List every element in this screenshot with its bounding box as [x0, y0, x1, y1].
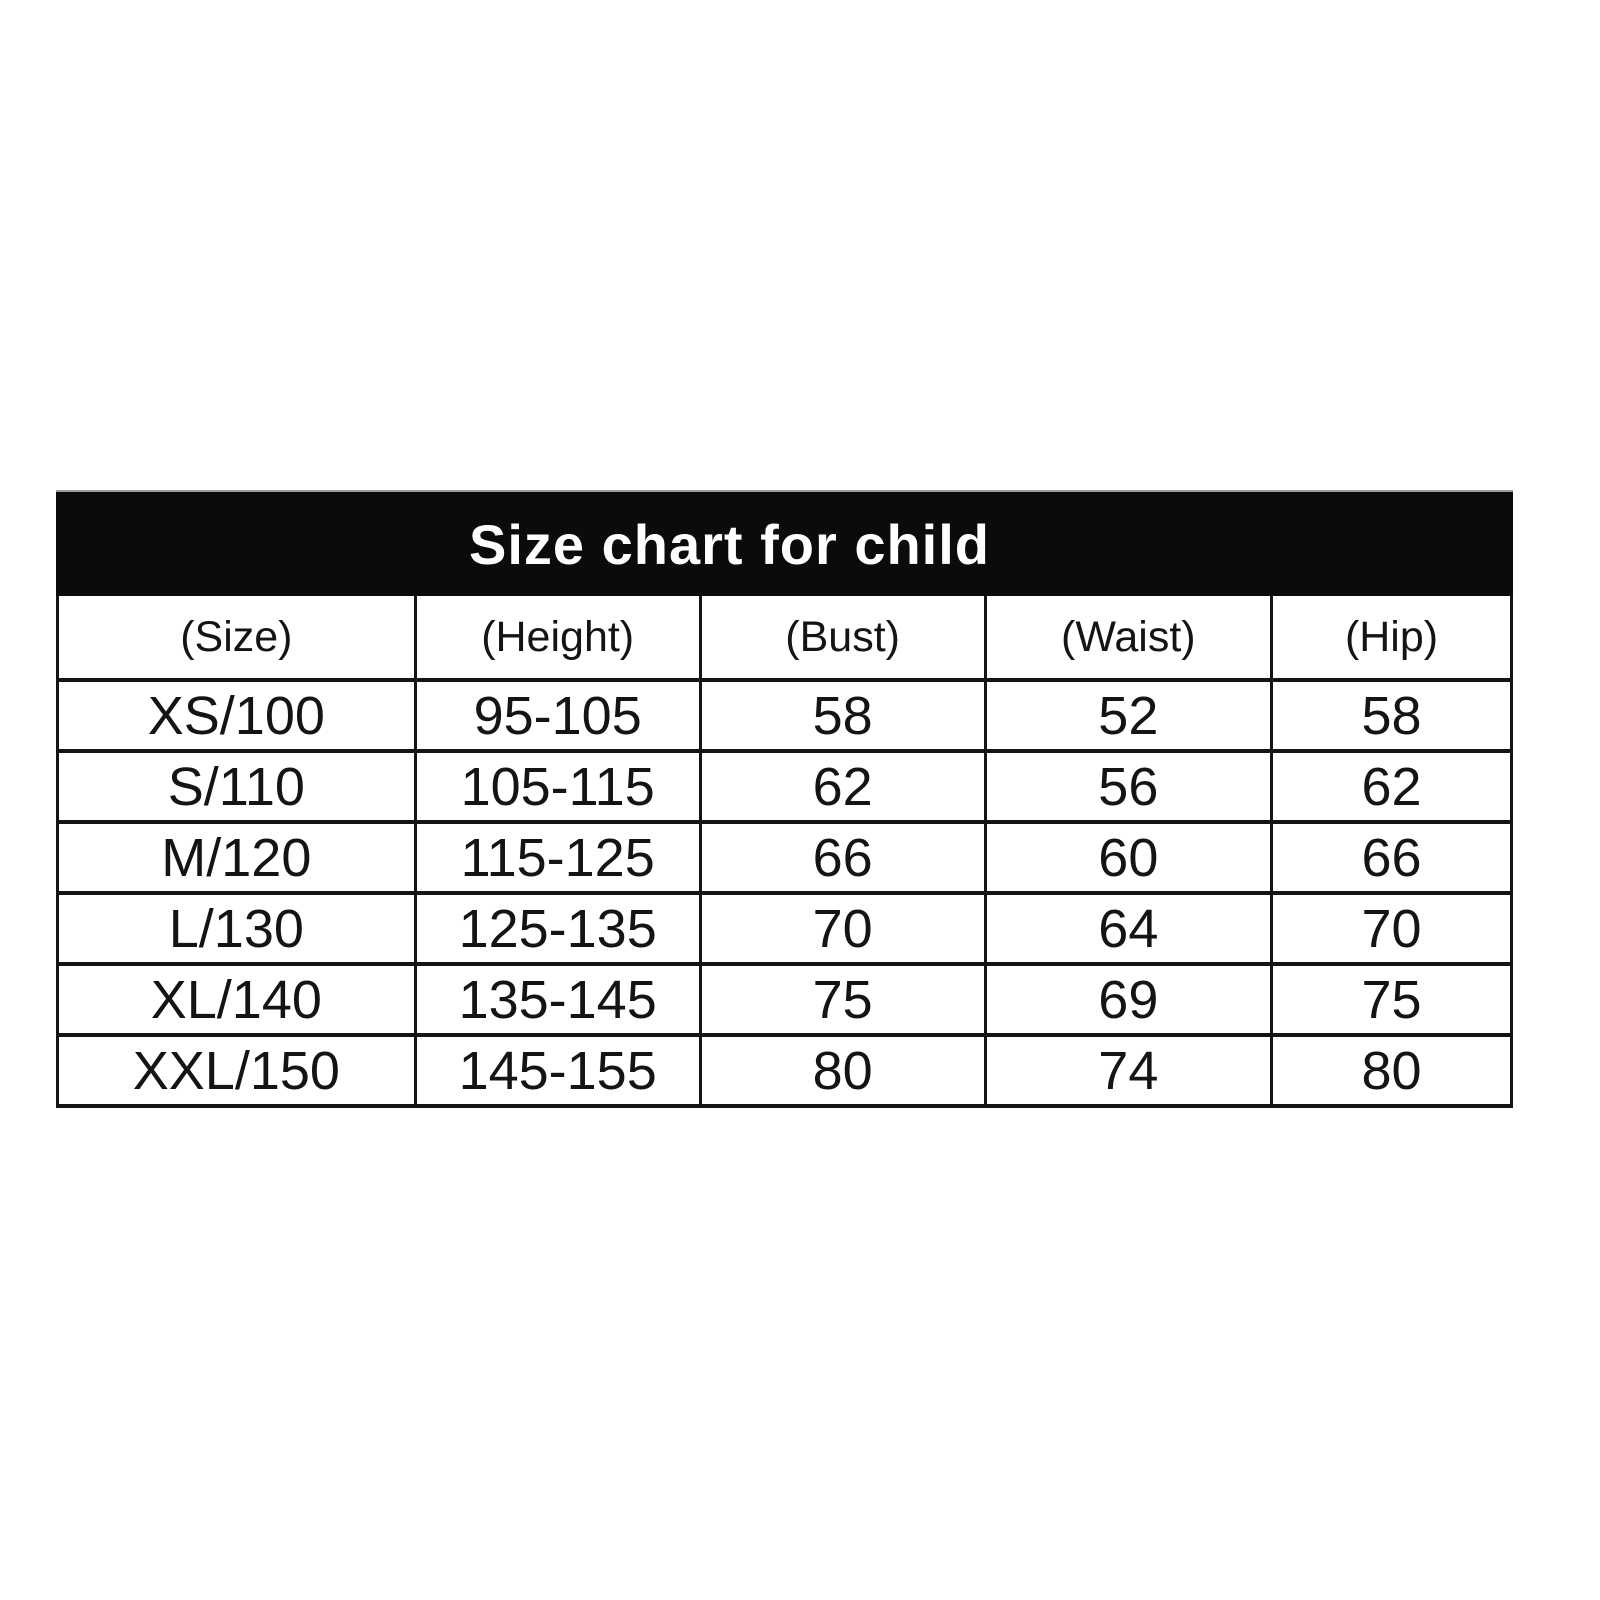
chart-title: Size chart for child [469, 512, 990, 576]
cell-hip: 58 [1272, 680, 1512, 751]
table-row [58, 751, 1512, 822]
table-row [58, 964, 1512, 1035]
chart-title-bar [56, 490, 1513, 596]
cell-hip: 70 [1272, 893, 1512, 964]
table-header-row [58, 596, 1512, 680]
table-row [58, 822, 1512, 893]
cell-bust: 80 [700, 1035, 985, 1106]
cell-height: 105-115 [415, 751, 700, 822]
cell-height: 115-125 [415, 822, 700, 893]
cell-hip: 80 [1272, 1035, 1512, 1106]
column-header-size: (Size) [58, 596, 416, 680]
cell-bust: 66 [700, 822, 985, 893]
size-table [56, 596, 1513, 1108]
cell-waist: 74 [985, 1035, 1271, 1106]
cell-height: 145-155 [415, 1035, 700, 1106]
column-header-waist: (Waist) [985, 596, 1271, 680]
cell-bust: 62 [700, 751, 985, 822]
cell-hip: 75 [1272, 964, 1512, 1035]
cell-waist: 52 [985, 680, 1271, 751]
cell-size: M/120 [58, 822, 416, 893]
cell-waist: 64 [985, 893, 1271, 964]
cell-size: XXL/150 [58, 1035, 416, 1106]
cell-size: S/110 [58, 751, 416, 822]
cell-size: XS/100 [58, 680, 416, 751]
cell-height: 125-135 [415, 893, 700, 964]
cell-bust: 58 [700, 680, 985, 751]
cell-waist: 69 [985, 964, 1271, 1035]
cell-size: L/130 [58, 893, 416, 964]
cell-hip: 66 [1272, 822, 1512, 893]
cell-height: 95-105 [415, 680, 700, 751]
column-header-bust: (Bust) [700, 596, 985, 680]
column-header-height: (Height) [415, 596, 700, 680]
cell-bust: 75 [700, 964, 985, 1035]
column-header-hip: (Hip) [1272, 596, 1512, 680]
table-row [58, 1035, 1512, 1106]
cell-waist: 56 [985, 751, 1271, 822]
cell-hip: 62 [1272, 751, 1512, 822]
cell-size: XL/140 [58, 964, 416, 1035]
size-chart [56, 490, 1513, 1108]
table-row [58, 893, 1512, 964]
cell-bust: 70 [700, 893, 985, 964]
cell-waist: 60 [985, 822, 1271, 893]
cell-height: 135-145 [415, 964, 700, 1035]
table-row [58, 680, 1512, 751]
